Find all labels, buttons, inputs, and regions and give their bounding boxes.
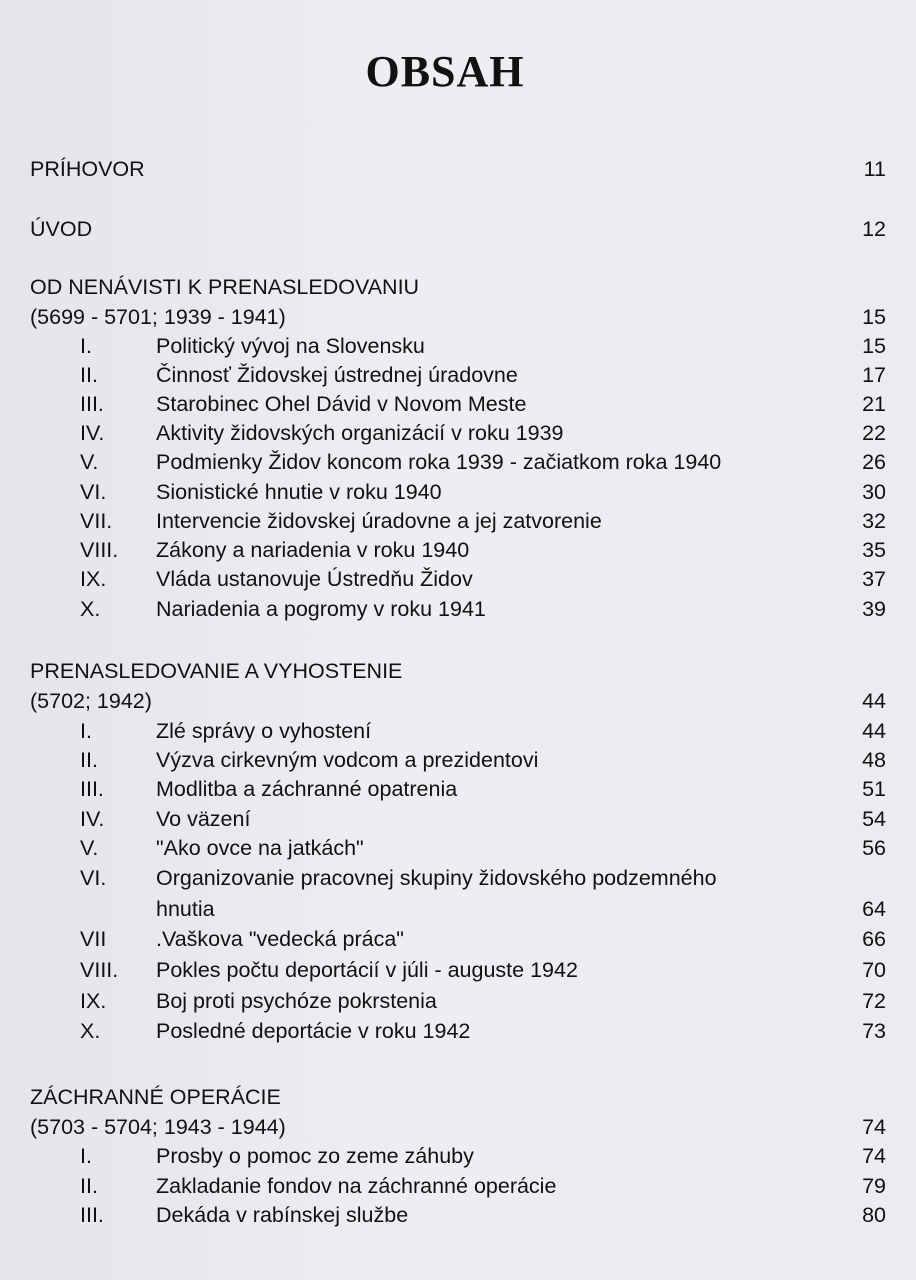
toc-entry-page: 30 [862,480,886,504]
toc-chapter [30,774,886,804]
toc-chapter-number: VI. [80,866,107,890]
toc-entry-page: 12 [862,217,886,241]
toc-entry-text: (5702; 1942) [30,689,152,713]
toc-entry-text: "Ako ovce na jatkách" [156,836,364,860]
toc-entry-text: Organizovanie pracovnej skupiny židovského podzemného [156,866,717,890]
toc-entry-text: Výzva cirkevným vodcom a prezidentovi [156,748,539,772]
toc-chapter-number: V. [80,836,99,860]
toc-chapter-number: II. [80,363,98,387]
toc-chapter [30,360,886,390]
toc-entry-text: Prosby o pomoc zo zeme záhuby [156,1144,474,1168]
toc-entry-text: PRÍHOVOR [30,157,145,181]
toc-entry-page: 35 [862,538,886,562]
toc-chapter-number: IX. [80,989,107,1013]
toc-chapter [30,924,886,954]
toc-chapter [30,447,886,477]
page-title: OBSAH [365,47,525,96]
toc-entry-page: 11 [863,157,886,181]
toc-entry-uvod [30,214,886,244]
toc-chapter-number: II. [80,1174,98,1198]
toc-entry-page: 54 [862,807,886,831]
toc-chapter-number: VIII. [80,538,119,562]
toc-entry-text: Intervencie židovskej úradovne a jej zatvorenie [156,509,602,533]
toc-chapter [30,477,886,507]
toc-entry-text: Politický vývoj na Slovensku [156,334,425,358]
toc-entry-page: 70 [862,958,886,982]
toc-entry-text: Vláda ustanovuje Ústredňu Židov [156,567,473,591]
toc-chapter [30,535,886,565]
toc-chapter [30,1200,886,1230]
toc-chapter-number: IX. [80,567,107,591]
toc-entry-page: 26 [862,450,886,474]
toc-part-years [30,302,886,332]
toc-entry-page: 44 [862,719,886,743]
toc-chapter-number: V. [80,450,99,474]
toc-chapter-number: I. [80,719,92,743]
toc-entry-text: Zakladanie fondov na záchranné operácie [156,1174,557,1198]
toc-chapter-continuation [30,894,886,924]
toc-entry-text: .Vaškova "vedecká práca" [156,927,404,951]
toc-entry-page: 74 [862,1144,886,1168]
toc-entry-text: Nariadenia a pogromy v roku 1941 [156,597,486,621]
toc-entry-page: 56 [862,836,886,860]
toc-chapter [30,986,886,1016]
toc-entry-text: Činnosť Židovskej ústrednej úradovne [156,363,518,387]
toc-chapter [30,389,886,419]
toc-part-heading [30,1082,886,1112]
toc-chapter-number: I. [80,334,92,358]
toc-entry-text: (5699 - 5701; 1939 - 1941) [30,305,286,329]
toc-chapter-number: III. [80,1203,104,1227]
toc-entry-text: hnutia [156,897,215,921]
toc-entry-page: 44 [862,689,886,713]
toc-entry-page: 22 [862,421,886,445]
toc-entry-text: Boj proti psychóze pokrstenia [156,989,437,1013]
toc-entry-page: 32 [862,509,886,533]
toc-chapter-number: VII [80,927,107,951]
toc-entry-text: Starobinec Ohel Dávid v Novom Meste [156,392,527,416]
toc-entry-page: 21 [862,392,886,416]
toc-entry-page: 17 [862,363,886,387]
toc-entry-page: 15 [862,305,886,329]
toc-entry-text: ZÁCHRANNÉ OPERÁCIE [30,1085,281,1109]
toc-chapter-number: III. [80,777,104,801]
toc-chapter [30,564,886,594]
toc-chapter [30,418,886,448]
toc-chapter-number: IV. [80,421,105,445]
toc-entry-text: Zlé správy o vyhostení [156,719,372,743]
toc-chapter [30,1141,886,1171]
toc-chapter-number: I. [80,1144,92,1168]
toc-chapter [30,716,886,746]
toc-entry-page: 39 [862,597,886,621]
toc-entry-prihovor [30,154,886,184]
toc-chapter-number: III. [80,392,104,416]
toc-chapter-number: VIII. [80,958,119,982]
toc-entry-page: 79 [862,1174,886,1198]
toc-part-heading [30,272,886,302]
toc-entry-text: Podmienky Židov koncom roka 1939 - začiatkom roka 1940 [156,450,722,474]
toc-entry-text: Posledné deportácie v roku 1942 [156,1019,471,1043]
toc-chapter-number: VI. [80,480,107,504]
toc-chapter-number: II. [80,748,98,772]
toc-entry-text: Aktivity židovských organizácií v roku 1939 [156,421,564,445]
toc-entry-text: OD NENÁVISTI K PRENASLEDOVANIU [30,275,420,299]
toc-entry-page: 51 [862,777,886,801]
toc-entry-text: (5703 - 5704; 1943 - 1944) [30,1115,286,1139]
toc-entry-text: Vo väzení [156,807,251,831]
toc-chapter [30,331,886,361]
toc-entry-text: PRENASLEDOVANIE A VYHOSTENIE [30,659,403,683]
toc-entry-text: Dekáda v rabínskej službe [156,1203,409,1227]
toc-entry-page: 74 [862,1115,886,1139]
toc-entry-page: 66 [862,927,886,951]
toc-entry-page: 15 [862,334,886,358]
toc-chapter [30,745,886,775]
toc-entry-page: 72 [862,989,886,1013]
toc-chapter-number: X. [80,1019,101,1043]
toc-entry-text: Pokles počtu deportácií v júli - auguste 1942 [156,958,578,982]
toc-entry-page: 80 [862,1203,886,1227]
toc-chapter [30,1016,886,1046]
toc-chapter [30,506,886,536]
toc-entry-page: 64 [862,897,886,921]
toc-part-years [30,686,886,716]
toc-entry-page: 48 [862,748,886,772]
toc-part-heading [30,656,886,686]
toc-chapter-number: IV. [80,807,105,831]
toc-entry-text: Modlitba a záchranné opatrenia [156,777,458,801]
toc-part-years [30,1112,886,1142]
toc-chapter [30,863,886,893]
toc-chapter-number: VII. [80,509,113,533]
toc-entry-text: Zákony a nariadenia v roku 1940 [156,538,470,562]
toc-chapter [30,804,886,834]
toc-entry-text: ÚVOD [30,217,93,241]
toc-chapter [30,1171,886,1201]
toc-entry-page: 73 [862,1019,886,1043]
toc-chapter [30,594,886,624]
toc-chapter-number: X. [80,597,101,621]
toc-chapter [30,833,886,863]
toc-chapter [30,955,886,985]
toc-entry-text: Sionistické hnutie v roku 1940 [156,480,442,504]
toc-entry-page: 37 [862,567,886,591]
